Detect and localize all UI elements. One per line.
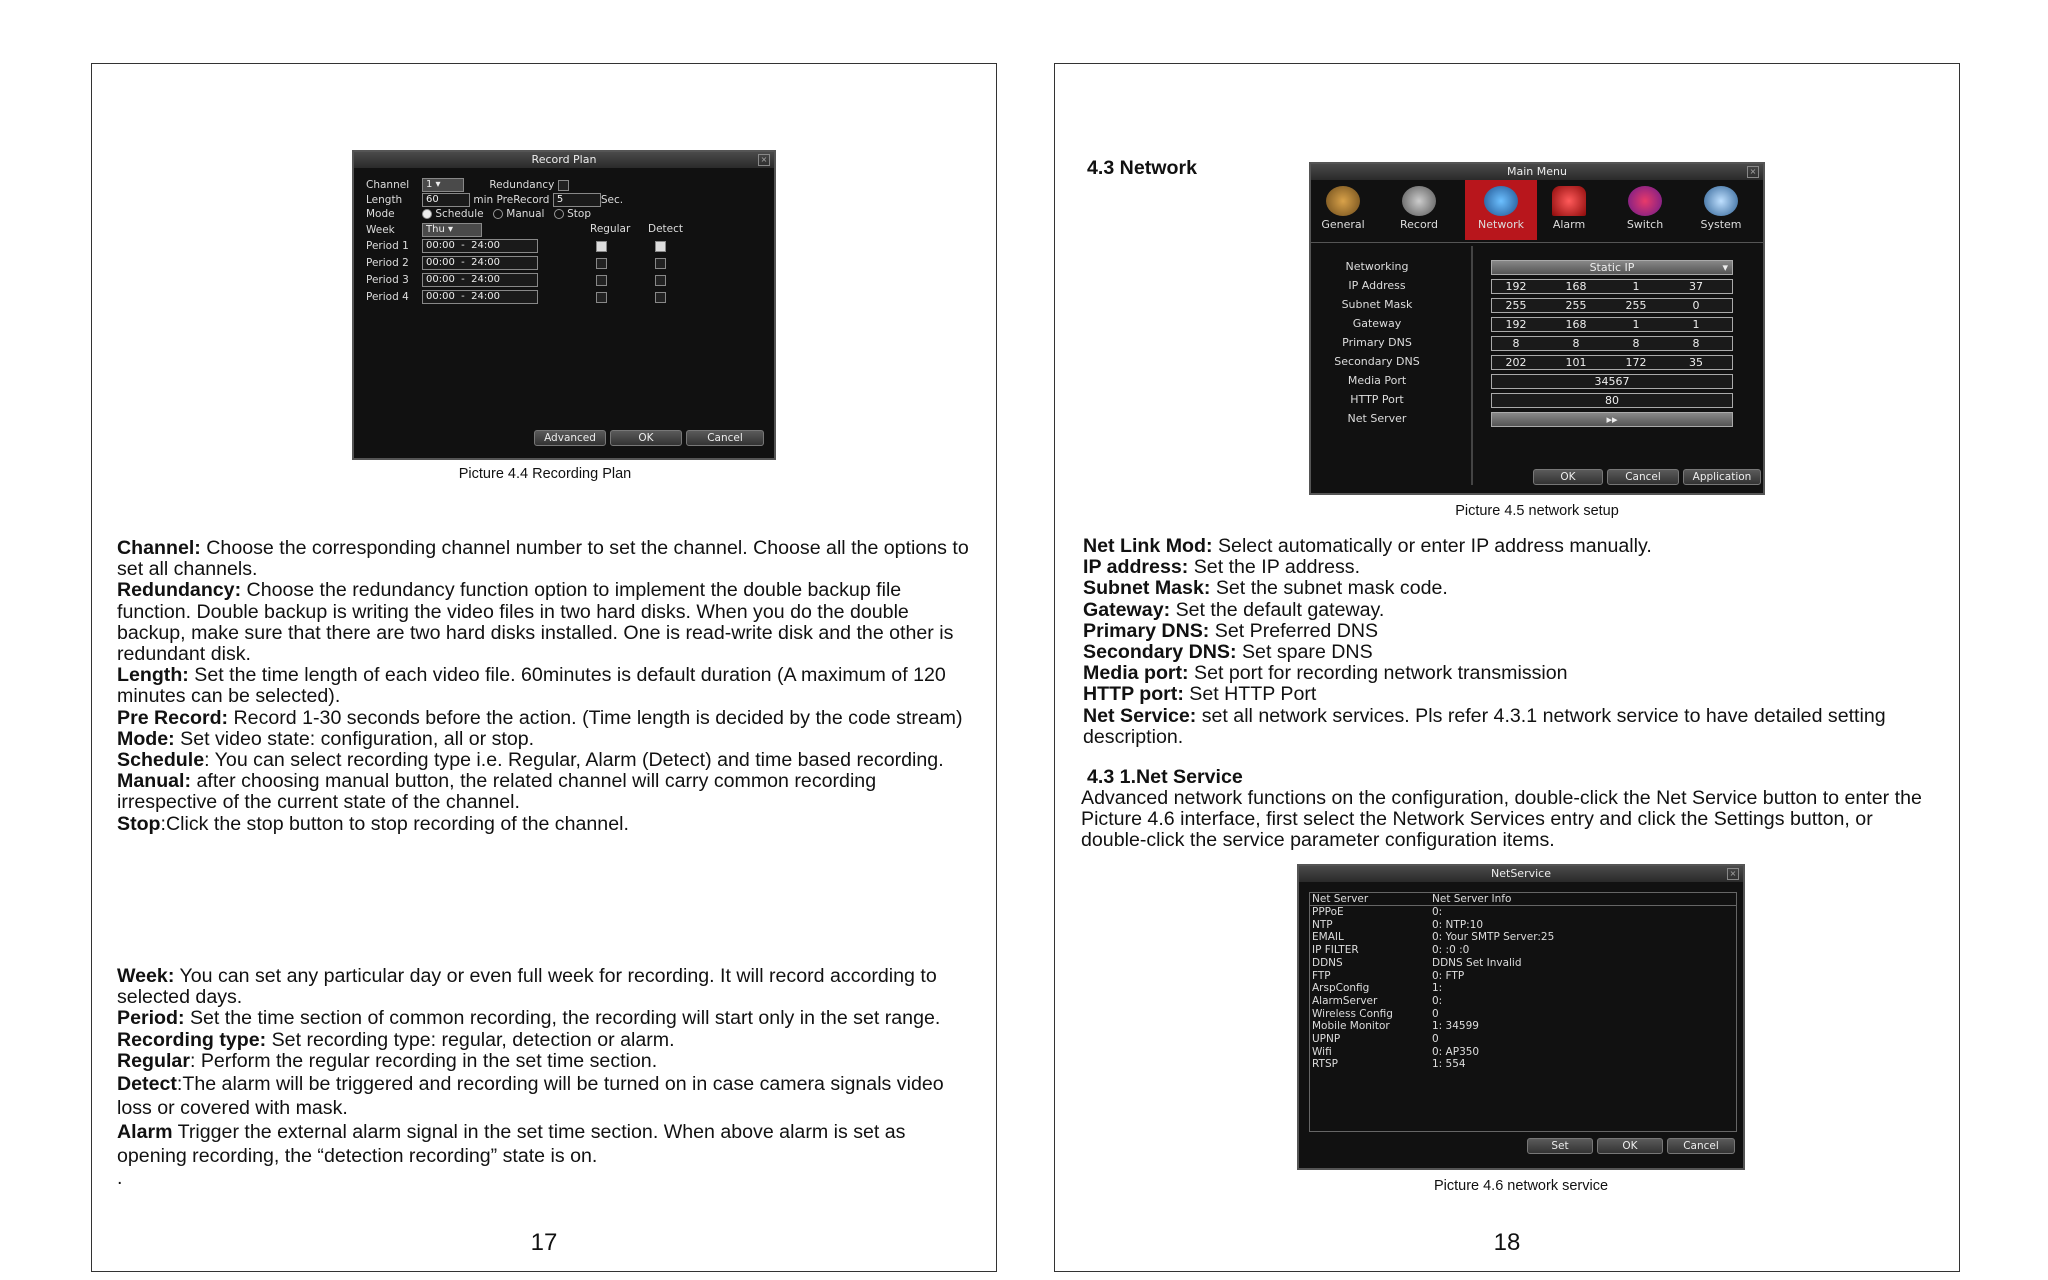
secondary-dns-input[interactable] [1491, 355, 1733, 370]
term: Primary DNS: [1083, 619, 1210, 642]
ip-octet: 8 [1512, 337, 1520, 350]
definition [117, 665, 977, 707]
definition [117, 750, 977, 771]
ip-octet: 8 [1632, 337, 1640, 350]
table-row[interactable] [1312, 906, 1443, 918]
service-info: 0: NTP:10 [1432, 918, 1484, 931]
term-description: after choosing manual button, the related channel will carry common recording irrespective of the current state of the channel. [117, 770, 877, 814]
term: Gateway: [1083, 598, 1171, 621]
tab-label: Network [1478, 218, 1524, 231]
page-18 [1054, 63, 1960, 1272]
set-button[interactable]: Set [1527, 1138, 1593, 1154]
ip-octet: 192 [1505, 318, 1527, 331]
service-info: 0 [1432, 1033, 1439, 1045]
definition [1083, 663, 1943, 684]
period-end: 24:00 [471, 291, 500, 302]
tab-network[interactable] [1465, 180, 1537, 240]
term-description: Set recording type: regular, detection or alarm. [266, 1028, 675, 1051]
ip-octet: 168 [1565, 318, 1587, 331]
tab-label: Switch [1626, 218, 1664, 231]
term: Stop [117, 812, 161, 835]
detect-label: Detect [648, 223, 684, 235]
term-description: Choose the redundancy function option to implement the double backup file function. Double backup is writing the video files in two hard disks. When you do the double backup, make sure that there are two hard disks installed. One is read-write disk and the other is redundant disk. [117, 579, 954, 666]
week-row [366, 223, 684, 237]
service-name: Wifi [1312, 1045, 1332, 1058]
tab-label: Alarm [1552, 218, 1586, 231]
term: HTTP port: [1083, 683, 1184, 706]
record-plan-title: Record Plan [531, 153, 597, 166]
service-name: EMAIL [1312, 931, 1344, 944]
service-name: UPNP [1312, 1033, 1341, 1045]
channel-select[interactable]: 1 ▾ [422, 178, 464, 192]
table-row[interactable] [1312, 1045, 1480, 1058]
term: Net Service: [1083, 704, 1197, 727]
length-row [366, 193, 623, 207]
week-value: Thu [426, 224, 445, 235]
term-description: Set spare DNS [1236, 641, 1373, 664]
gear-icon [1704, 186, 1738, 216]
gateway-input[interactable] [1491, 317, 1733, 332]
stop-label: Stop [567, 208, 591, 220]
tab-label: General [1321, 218, 1365, 231]
period-row [366, 239, 538, 253]
detect-checkbox[interactable] [655, 258, 666, 269]
siren-icon [1552, 186, 1586, 216]
period-time-input[interactable]: 00:00 - 24:00 [422, 290, 538, 304]
term-description: Set the time length of each video file. 60minutes is default duration (A maximum of 120 minutes can be selected). [117, 664, 946, 708]
body-text-block-2 [117, 966, 977, 1189]
term: Redundancy: [117, 579, 242, 602]
term-description: Record 1-30 seconds before the action. (Time length is decided by the code stream) [228, 706, 963, 729]
service-info: 0: FTP [1432, 969, 1465, 982]
term: Length: [117, 664, 189, 687]
manual-radio[interactable] [493, 209, 503, 219]
primary-dns-label: Primary DNS [1342, 336, 1412, 349]
netservice-title: NetService [1491, 867, 1551, 880]
service-info: 0: :0 :0 [1432, 944, 1470, 957]
regular-checkbox[interactable] [596, 292, 607, 303]
ip-octet: 101 [1565, 356, 1587, 369]
ip-octet: 0 [1692, 299, 1700, 312]
definition [117, 966, 977, 1008]
cancel-button[interactable]: Cancel [1607, 469, 1679, 485]
networking-select[interactable] [1491, 260, 1733, 275]
ip-octet: 255 [1565, 299, 1587, 312]
prerecord-unit: Sec. [600, 194, 624, 206]
period-row [366, 273, 538, 287]
channel-row [366, 178, 569, 192]
term-description: Set the IP address. [1188, 556, 1361, 579]
term: Alarm [117, 1121, 173, 1144]
service-name: AlarmServer [1312, 994, 1378, 1007]
definition [1083, 600, 1943, 621]
definition [1083, 621, 1943, 642]
service-info: 1: 554 [1432, 1058, 1466, 1071]
media-port-input[interactable]: 34567 [1491, 374, 1733, 389]
manual-label: Manual [506, 208, 545, 220]
period-start: 00:00 [426, 291, 455, 302]
mode-label: Mode [366, 208, 395, 220]
ok-button[interactable]: OK [1533, 469, 1603, 485]
period-label: Period 2 [366, 257, 409, 269]
channel-value: 1 [426, 179, 433, 190]
body-text-block-1 [117, 538, 977, 835]
figure-caption: Picture 4.6 network service [1433, 1178, 1609, 1194]
definition [1083, 684, 1943, 705]
media-port-label: Media Port [1347, 374, 1407, 387]
cancel-button[interactable]: Cancel [686, 430, 764, 446]
stop-radio[interactable] [554, 209, 564, 219]
detect-checkbox[interactable] [655, 241, 666, 252]
definition [117, 1051, 977, 1072]
service-name: NTP [1312, 918, 1333, 931]
period-time-input[interactable]: 00:00 - 24:00 [422, 273, 538, 287]
table-row[interactable] [1312, 994, 1443, 1007]
length-label: Length [366, 194, 403, 206]
term: Schedule [117, 749, 205, 772]
networking-value: Static IP [1589, 261, 1635, 274]
page-number: 18 [1493, 1229, 1521, 1256]
ip-octet: 8 [1692, 337, 1700, 350]
table-row[interactable] [1312, 1007, 1439, 1020]
main-menu-title: Main Menu [1507, 165, 1567, 178]
period-row [366, 290, 538, 304]
redundancy-label: Redundancy [489, 179, 555, 191]
column-header: Net Server Info [1432, 893, 1512, 905]
term-description: Set the time section of common recording, the recording will start only in the set range. [184, 1007, 941, 1030]
service-info: 0: [1432, 906, 1443, 918]
tab-system[interactable] [1693, 180, 1749, 240]
prerecord-input[interactable]: 5 [553, 193, 601, 207]
period-start: 00:00 [426, 240, 455, 251]
column-divider [1471, 246, 1473, 485]
service-name: Mobile Monitor [1312, 1020, 1390, 1033]
term: Manual: [117, 770, 192, 793]
tab-record[interactable] [1391, 180, 1447, 240]
definition [117, 729, 977, 750]
ip-octet: 1 [1632, 318, 1640, 331]
period-start: 00:00 [426, 274, 455, 285]
netservice-titlebar [1299, 866, 1743, 882]
figure-caption: Picture 4.5 network setup [1455, 503, 1619, 519]
term: Media port: [1083, 662, 1189, 685]
main-menu-screen [1309, 162, 1765, 495]
term-description: : Perform the regular recording in the set time section. [189, 1049, 658, 1072]
term-description: set all network services. Pls refer 4.3.1 network service to have detailed setting description. [1083, 704, 1886, 748]
period-start: 00:00 [426, 257, 455, 268]
period-end: 24:00 [471, 240, 500, 251]
page-17 [91, 63, 997, 1272]
term: Secondary DNS: [1083, 641, 1237, 664]
service-name: DDNS [1312, 956, 1343, 969]
term: Regular [117, 1049, 190, 1072]
regular-checkbox[interactable] [596, 258, 607, 269]
mode-row [366, 208, 591, 220]
term: Subnet Mask: [1083, 577, 1211, 600]
detect-checkbox[interactable] [655, 275, 666, 286]
table-row[interactable] [1312, 944, 1470, 957]
term: Recording type: [117, 1028, 267, 1051]
period-end: 24:00 [471, 257, 500, 268]
period-end: 24:00 [471, 274, 500, 285]
period-label: Period 3 [366, 274, 409, 286]
term: Detect [117, 1073, 177, 1096]
term-description: You can set any particular day or even full week for recording. It will record according to selected days. [117, 965, 937, 1009]
definition [117, 1072, 977, 1120]
record-plan-titlebar [354, 152, 774, 168]
term-description: Set video state: configuration, all or stop. [174, 727, 535, 750]
week-label: Week [366, 224, 395, 236]
service-info: 0: AP350 [1432, 1045, 1480, 1058]
prerecord-label: PreRecord [496, 194, 550, 206]
definition [1083, 536, 1943, 557]
service-name: Wireless Config [1312, 1007, 1393, 1020]
ok-button[interactable]: OK [1597, 1138, 1663, 1154]
ip-octet: 1 [1692, 318, 1700, 331]
ip-octet: 255 [1625, 299, 1647, 312]
term-description: Trigger the external alarm signal in the set time section. When above alarm is set as opening recording, the “detection recording” state is on. [117, 1121, 906, 1168]
period-row [366, 256, 538, 270]
chevron-down-icon: ▾ [1722, 261, 1728, 274]
table-row[interactable] [1312, 956, 1522, 969]
term-description: :Click the stop button to stop recording of the channel. [160, 812, 629, 835]
term: IP address: [1083, 556, 1189, 579]
regular-checkbox[interactable] [596, 275, 607, 286]
term: Pre Record: [117, 706, 229, 729]
term-description: Set the subnet mask code. [1210, 577, 1448, 600]
record-plan-screen [352, 150, 776, 460]
dvr-switch-icon [1628, 186, 1662, 216]
schedule-label: Schedule [435, 208, 484, 220]
tab-divider [1311, 242, 1763, 243]
ip-octet: 202 [1505, 356, 1527, 369]
definition [117, 1030, 977, 1051]
tab-label: Record [1399, 218, 1438, 231]
service-info: 1: [1432, 982, 1443, 995]
gateway-label: Gateway [1352, 317, 1402, 330]
application-button[interactable]: Application [1683, 469, 1761, 485]
table-row[interactable] [1312, 1033, 1439, 1045]
term: Period: [117, 1007, 185, 1030]
term-description: Choose the corresponding channel number to set the channel. Choose all the options to set all channels. [117, 537, 969, 581]
term: Week: [117, 965, 175, 987]
tab-switch[interactable] [1617, 180, 1673, 240]
service-name: IP FILTER [1312, 944, 1359, 957]
table-row[interactable] [1312, 931, 1555, 944]
term-description: Set Preferred DNS [1209, 619, 1379, 642]
term: Channel: [117, 537, 201, 559]
close-icon[interactable]: × [1727, 868, 1739, 880]
cancel-button[interactable]: Cancel [1667, 1138, 1735, 1154]
primary-dns-input[interactable] [1491, 336, 1733, 351]
term-description: : You can select recording type i.e. Regular, Alarm (Detect) and time based recording. [204, 749, 944, 772]
netservice-list [1309, 892, 1737, 1132]
regular-checkbox[interactable] [596, 241, 607, 252]
redundancy-checkbox[interactable] [558, 180, 569, 191]
service-name: RTSP [1312, 1058, 1338, 1071]
section-heading: 4.3 Network [1087, 157, 1197, 179]
trailing-dot: . [117, 1167, 123, 1190]
ok-button[interactable]: OK [610, 430, 682, 446]
ip-octet: 37 [1689, 280, 1703, 293]
ip-address-label: IP Address [1348, 279, 1406, 292]
table-row[interactable] [1312, 969, 1465, 982]
ip-octet: 168 [1565, 280, 1587, 293]
definition [117, 1008, 977, 1029]
service-info: 0: Your SMTP Server:25 [1432, 931, 1555, 944]
tab-alarm[interactable] [1541, 180, 1597, 240]
definition [117, 538, 977, 580]
table-row[interactable] [1312, 1020, 1479, 1033]
networking-label: Networking [1345, 260, 1409, 273]
figure-caption: Picture 4.4 Recording Plan [458, 466, 632, 482]
period-time-input[interactable]: 00:00 - 24:00 [422, 256, 538, 270]
secondary-dns-label: Secondary DNS [1334, 355, 1420, 368]
definition [117, 771, 977, 813]
term-description: Set the default gateway. [1170, 598, 1385, 621]
definition [117, 708, 977, 729]
service-info: DDNS Set Invalid [1432, 956, 1522, 969]
page-number: 17 [530, 1229, 558, 1256]
advanced-button[interactable]: Advanced [534, 430, 606, 446]
globe-icon [1484, 186, 1518, 216]
service-info: 0 [1432, 1007, 1439, 1020]
tab-label: System [1700, 218, 1742, 231]
netservice-screen [1297, 864, 1745, 1170]
definition [1083, 557, 1943, 578]
main-menu-titlebar [1311, 164, 1763, 180]
section-heading: 4.3 1.Net Service [1087, 766, 1243, 788]
channel-label: Channel [366, 179, 410, 191]
house-icon [1326, 186, 1360, 216]
period-label: Period 4 [366, 291, 409, 303]
ip-octet: 8 [1572, 337, 1580, 350]
netservice-paragraph: Advanced network functions on the configuration, double-click the Net Service button to enter the Picture 4.6 interface, first select the Network Services entry and click the Settings button, or double-click the service parameter configuration items. [1081, 787, 1922, 852]
service-info: 1: 34599 [1432, 1020, 1479, 1033]
schedule-radio[interactable] [422, 209, 432, 219]
ip-address-input[interactable] [1491, 279, 1733, 294]
term-description: Set port for recording network transmission [1188, 662, 1568, 685]
length-unit: min [473, 194, 494, 206]
ip-octet: 255 [1505, 299, 1527, 312]
net-server-label: Net Server [1347, 412, 1407, 425]
film-reel-icon [1402, 186, 1436, 216]
term-description: Select automatically or enter IP address manually. [1212, 535, 1652, 557]
table-row[interactable] [1312, 982, 1443, 995]
regular-label: Regular [590, 223, 631, 235]
term-description: :The alarm will be triggered and recording will be turned on in case camera signals video loss or covered with mask. [117, 1073, 944, 1120]
ip-octet: 172 [1625, 356, 1647, 369]
length-input[interactable]: 60 [422, 193, 470, 207]
close-icon[interactable]: × [1747, 166, 1759, 178]
week-select[interactable]: Thu ▾ [422, 223, 482, 237]
http-port-label: HTTP Port [1350, 393, 1404, 406]
net-server-button[interactable]: ▸▸ [1491, 412, 1733, 427]
close-icon[interactable]: × [758, 154, 770, 166]
term-description: Set HTTP Port [1183, 683, 1317, 706]
subnet-mask-input[interactable] [1491, 298, 1733, 313]
table-row[interactable] [1312, 1058, 1466, 1071]
http-port-input[interactable]: 80 [1491, 393, 1733, 408]
definition [1083, 706, 1943, 748]
service-name: PPPoE [1312, 906, 1344, 918]
definition [1083, 578, 1943, 599]
service-name: FTP [1312, 969, 1331, 982]
definition [1083, 642, 1943, 663]
period-time-input[interactable]: 00:00 - 24:00 [422, 239, 538, 253]
ip-octet: 192 [1505, 280, 1527, 293]
definition [117, 814, 977, 835]
subnet-mask-label: Subnet Mask [1341, 298, 1413, 311]
term: Mode: [117, 727, 175, 750]
network-definitions [1083, 536, 1943, 748]
ip-octet: 1 [1632, 280, 1640, 293]
header-divider [1310, 905, 1736, 906]
service-info: 0: [1432, 994, 1443, 1007]
ip-octet: 35 [1689, 356, 1703, 369]
service-name: ArspConfig [1312, 982, 1370, 995]
term: Net Link Mod: [1083, 535, 1213, 557]
definition [117, 580, 977, 665]
column-header: Net Server [1312, 893, 1369, 905]
detect-checkbox[interactable] [655, 292, 666, 303]
tab-general[interactable] [1315, 180, 1371, 240]
definition [117, 1120, 977, 1168]
period-label: Period 1 [366, 240, 409, 252]
table-row[interactable] [1312, 918, 1484, 931]
